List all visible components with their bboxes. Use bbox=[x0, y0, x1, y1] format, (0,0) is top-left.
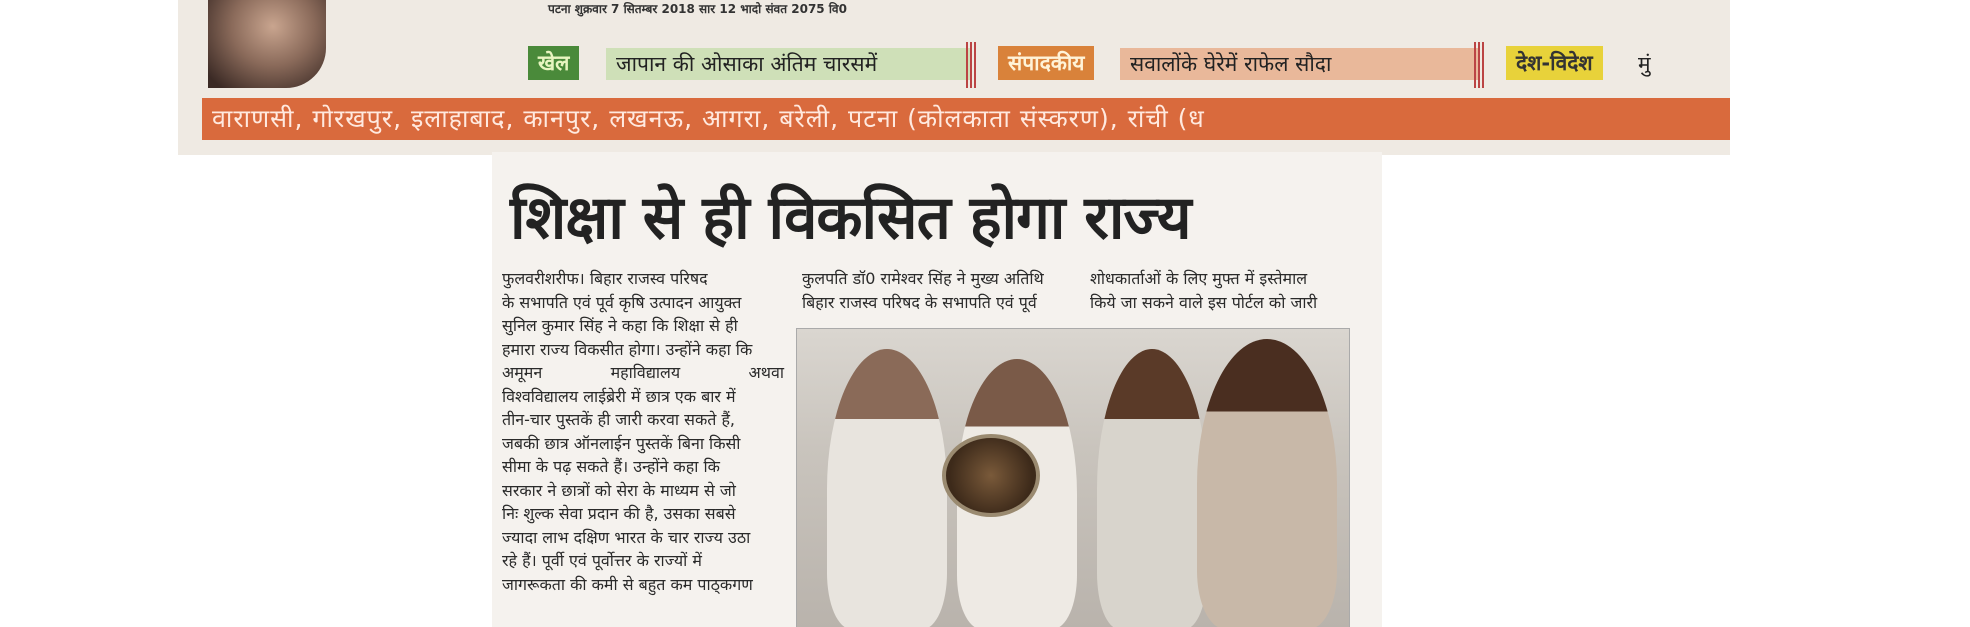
newspaper-masthead bbox=[178, 0, 1730, 155]
article-line: रहे हैं। पूर्वी एवं पूर्वोत्तर के राज्यों में bbox=[502, 551, 702, 570]
article-line: कुलपति डॉ0 रामेश्वर सिंह ने मुख्य अतिथि bbox=[802, 269, 1044, 288]
columnist-photo bbox=[208, 0, 326, 88]
article-line: सरकार ने छात्रों को सेरा के माध्यम से जो bbox=[502, 480, 736, 500]
teaser-bar bbox=[528, 40, 1728, 90]
article-line: फुलवरीशरीफ। बिहार राजस्व परिषद bbox=[502, 269, 708, 288]
event-photograph bbox=[796, 328, 1350, 627]
article-line: अमूमन महाविद्यालय अथवा bbox=[502, 363, 784, 382]
article-headline: शिक्षा से ही विकसित होगा राज्य bbox=[510, 183, 1191, 253]
dateline: पटना शुक्रवार 7 सितम्बर 2018 सार 12 भादो संवत 2075 वि0 bbox=[548, 2, 847, 16]
article-line: ज्यादा लाभ दक्षिण भारत के चार राज्य उठा bbox=[502, 527, 751, 547]
article-line: निः शुल्क सेवा प्रदान की है, उसका सबसे bbox=[502, 504, 736, 523]
teaser-category-editorial: संपादकीय bbox=[998, 46, 1094, 80]
article-line: के सभापति एवं पूर्व कृषि उत्पादन आयुक्त bbox=[502, 292, 742, 312]
article-line: शोधकार्ताओं के लिए मुफ्त में इस्तेमाल bbox=[1090, 269, 1308, 288]
edition-cities-strip: वाराणसी, गोरखपुर, इलाहाबाद, कानपुर, लखनऊ, आगरा, बरेली, पटना (कोलकाता संस्करण), रांची (ध bbox=[202, 98, 1730, 140]
article-line: सीमा के पढ़ सकते हैं। उन्होंने कहा कि bbox=[502, 457, 720, 476]
teaser-text-editorial: सवालोंके घेरेमें राफेल सौदा bbox=[1120, 48, 1480, 80]
article-line: किये जा सकने वाले इस पोर्टल को जारी bbox=[1090, 292, 1318, 312]
article-line: जागरूकता की कमी से बहुत कम पाठ्कगण bbox=[502, 574, 753, 594]
memento-plaque bbox=[942, 434, 1040, 517]
article-line: जबकी छात्र ऑनलाईन पुस्तकें बिना किसी bbox=[502, 433, 741, 453]
teaser-separator bbox=[1474, 42, 1486, 88]
teaser-separator bbox=[966, 42, 978, 88]
news-article bbox=[492, 152, 1382, 627]
article-line: हमारा राज्य विकसीत होगा। उन्होंने कहा कि bbox=[502, 339, 753, 359]
article-column-3 bbox=[1090, 267, 1360, 314]
teaser-category-world: देश-विदेश bbox=[1506, 46, 1603, 80]
article-line: बिहार राजस्व परिषद के सभापति एवं पूर्व bbox=[802, 292, 1037, 312]
person-figure bbox=[1097, 349, 1207, 627]
teaser-text-sports: जापान की ओसाका अंतिम चारसमें bbox=[606, 48, 970, 80]
article-column-2 bbox=[802, 267, 1087, 314]
teaser-category-sports: खेल bbox=[528, 46, 579, 80]
article-line: सुनिल कुमार सिंह ने कहा कि शिक्षा से ही bbox=[502, 316, 738, 335]
teaser-text-world: मुं bbox=[1638, 52, 1651, 76]
person-figure bbox=[827, 349, 947, 627]
article-line: विश्वविद्यालय लाईब्रेरी में छात्र एक बार में bbox=[502, 386, 736, 406]
article-line: तीन-चार पुस्तकें ही जारी करवा सकते हैं, bbox=[502, 410, 736, 429]
person-figure bbox=[1197, 339, 1337, 627]
article-column-1 bbox=[502, 267, 784, 596]
